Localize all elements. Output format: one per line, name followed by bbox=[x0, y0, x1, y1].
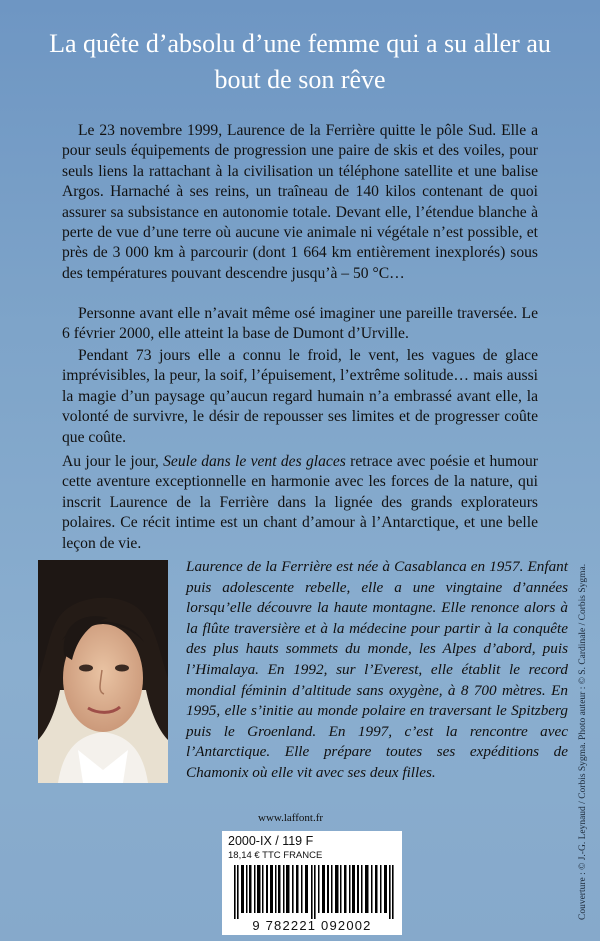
price-code: 2000-IX / 119 F bbox=[228, 834, 314, 848]
author-portrait-image bbox=[38, 560, 168, 783]
summary-intro: Au jour le jour, bbox=[62, 453, 164, 470]
price-euro: 18,14 € TTC FRANCE bbox=[228, 850, 323, 861]
summary-rest: retrace avec poésie et humour cette aventure exceptionnelle en harmonie avec les forces de la nature, qui inscrit Laurence de la Ferrière dans la lignée des grands explorateurs polaires. Ce récit intime est un chant d’amour à l’Antarctique, et une belle leçon de vie. bbox=[62, 453, 539, 552]
photo-credits: Couverture : © J.-G. Leynaud / Corbis Sygma. Photo auteur : © S. Cardinale / Corbis Sygma. bbox=[578, 563, 588, 920]
barcode-block bbox=[222, 831, 402, 935]
barcode-icon bbox=[234, 865, 394, 919]
author-biography: Laurence de la Ferrière est née à Casablanca en 1957. Enfant puis adolescente rebelle, elle a une vingtaine d’années lorsqu’elle découvre la haute montagne. Elle renonce alors à la flûte traversière et à la médecine pour partir à la conquête des plus hauts sommets du monde, les Alpes d’abord, puis l’Himalaya. En 1992, sur l’Everest, elle établit le record mondial féminin d’altitude sans oxygène, à 8 700 mètres. En 1995, elle s’initie au monde polaire en traversant le Spitzberg puis le Groenland. En 1997, c’est la rencontre avec l’Antarctique. Elle prépare toutes ses expéditions de Chamonix où elle vit avec ses deux filles. bbox=[186, 558, 568, 781]
publisher-website: www.laffont.fr bbox=[258, 812, 324, 824]
paragraph-book-summary bbox=[62, 452, 538, 554]
paragraph-hardships: Pendant 73 jours elle a connu le froid, le vent, les vagues de glace imprévisibles, la peur, la soif, l’épuisement, l’extrême solitude… mais aussi la magie d’un paysage qu’aucun regard humain n’a embrassé avant elle, la volonté de survivre, le désir de repousser ses limites et de progresser coûte que coûte. bbox=[62, 347, 538, 446]
paragraph-journey: Le 23 novembre 1999, Laurence de la Ferrière quitte le pôle Sud. Elle a pour seuls équipements de progression une paire de skis et des voiles, pour seuls liens la rattachant à la civilisation un téléphone satellite et une balise Argos. Harnaché à ses reins, un traîneau de 140 kilos contenant de quoi assurer sa subsistance en autonomie totale. Devant elle, l’étendue blanche à perte de vue d’une terre où aucune vie animale ni végétale n’est possible, et près de 3 000 km à parcourir (dont 1 664 km entièrement inexplorés) sous des températures pouvant descendre jusqu’à – 50 °C… bbox=[62, 122, 538, 282]
headline: La quête d’absolu d’une femme qui a su aller au bout de son rêve bbox=[49, 29, 551, 94]
book-title: Seule dans le vent des glaces bbox=[163, 453, 346, 470]
author-photo bbox=[38, 560, 168, 783]
isbn-number: 9 782221 092002 bbox=[252, 918, 372, 933]
paragraph-arrival: Personne avant elle n’avait même osé imaginer une pareille traversée. Le 6 février 2000, elle atteint la base de Dumont d’Urville. bbox=[62, 305, 538, 343]
